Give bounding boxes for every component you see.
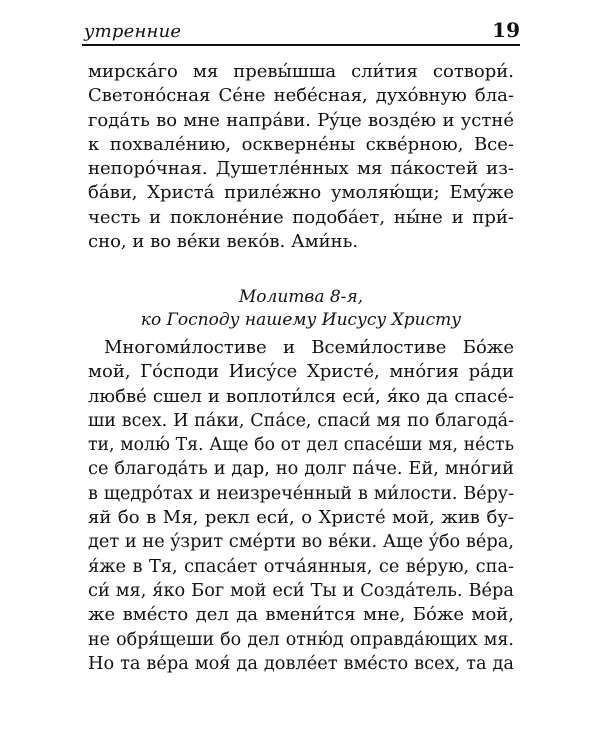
prayer-line: же вмéсто дел да вмени́тся мне, Бóже мой, — [88, 604, 514, 626]
prayer-line: се благодáть и дар, но долг пáче. Ей, мнóгий — [88, 459, 514, 480]
running-title: утренние — [84, 21, 182, 42]
prayer-line: ши всех. И пáки, Спáсе, спаси́ мя по благодá- — [88, 410, 514, 431]
paragraph-line: сно, и во вéки векóв. Ами́нь. — [88, 231, 359, 253]
prayer-heading — [88, 286, 514, 332]
prayer-line: си́ мя, я́ко Бог мой еси́ Ты и Создáтель. Вéра — [88, 580, 514, 601]
paragraph-line: бáви, Христá прилéжно умоляю́щи; Емýже — [88, 182, 514, 204]
prayer-heading-subtitle: ко Господу нашему Иисусу Христу — [140, 310, 462, 330]
prayer-heading-title: Молитва 8-я, — [238, 287, 364, 307]
paragraph-line: честь и поклонéние подобáет, ны́не и при́- — [88, 206, 514, 228]
paragraph-line: непорóчная. Душетлéнных мя пáкостей из- — [88, 158, 514, 180]
prayer-line: ти, молю́ Тя. Аще бо от дел спасéши мя, нéсть — [88, 435, 514, 456]
paragraph-line: Светонóсная Сéне небéсная, духóвную бла- — [88, 85, 514, 107]
prayer-line: яй бо в Мя, рекл еси́, о Христé мой, жив бу- — [88, 507, 514, 529]
paragraph-line: мирскáго мя превы́шша сли́тия сотвори́. — [88, 61, 514, 82]
paragraph-line: к похвалéнию, осквернéны сквéрною, Все- — [88, 133, 514, 155]
page-header — [84, 14, 520, 42]
prayer-text — [88, 336, 514, 676]
prayer-line: дет и не ýзрит смéрти во вéки. Аще ýбо вéра, — [88, 532, 514, 553]
paragraph-line: годáть во мне напрáви. Рýце воздéю и устнé — [88, 109, 514, 131]
prayer-line: я́же в Тя, спасáет отчáянныя, се вéрую, спа- — [88, 556, 514, 577]
prayer-line: в щедрóтах и неизречéнный в ми́лости. Вéру- — [88, 483, 514, 504]
page-number: 19 — [492, 18, 520, 42]
paragraph-continuation — [88, 60, 514, 254]
prayer-line: Многоми́лостиве и Всеми́лостиве Бóже — [104, 337, 514, 358]
prayer-line: мой, Гóсподи Иисýсе Христé, мнóгия рáди — [88, 361, 514, 383]
header-rule — [82, 44, 520, 46]
prayer-line: любвé сшел и воплоти́лся еси́, я́ко да спасé- — [88, 385, 514, 407]
prayer-line: Но та вéра моя́ да довлéет вмéсто всех, та да — [88, 653, 514, 674]
prayer-line: не обря́щеши бо дел отню́д оправдáющих мя. — [88, 629, 514, 650]
